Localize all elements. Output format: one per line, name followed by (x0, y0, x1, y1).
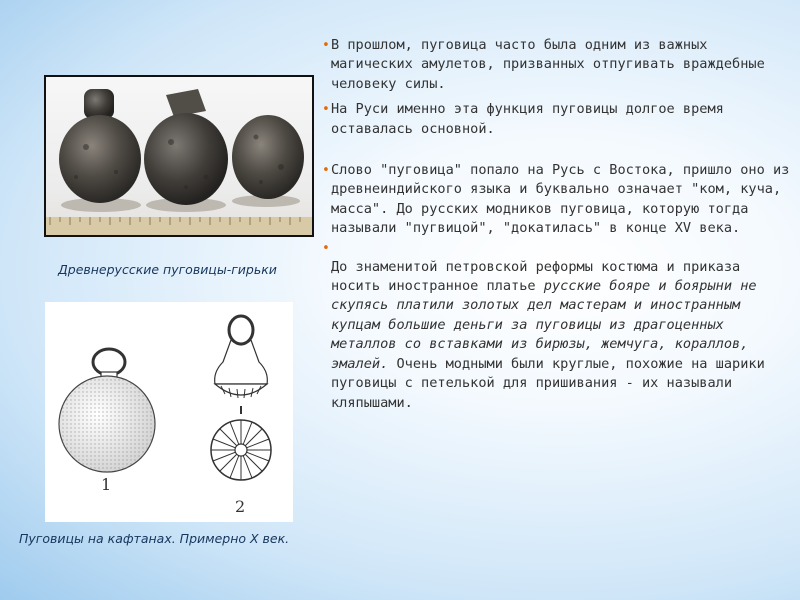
paragraph-text-italic: русские бояре и боярыни не скупясь платили золотых дел мастерам и иностранным купцам большие деньги за пуговицы из драгоценных металлов со вставками из бирюзы, жемчуга, кораллов, эмалей. (331, 278, 757, 372)
paragraph-text-plain-end: Очень модными были круглые, похожие на шарики пуговицы с петелькой для пришивания - их называли кляпышами. (331, 355, 765, 411)
bullet-icon: • (322, 163, 330, 179)
paragraph-amulets (322, 36, 792, 94)
bullet-icon: • (322, 102, 330, 118)
paragraph-text: Слово "пуговица" попало на Русь с Востока, пришло оно из древнеиндийского языка и буквально означает "ком, куча, масса". До русских модников пуговица, которую тогда называли "пугвицой", "докатилась" в конце XV века. (331, 162, 790, 237)
buttons-drawing (45, 302, 293, 522)
paragraph-petrine-reform (322, 258, 792, 413)
paragraph-text: В прошлом, пуговица часто была одним из важных магических амулетов, призванных отпугивать враждебные человеку силы. (331, 37, 765, 92)
bullet-icon: • (322, 240, 330, 256)
paragraph-word-origin (322, 161, 792, 239)
buttons-photo (44, 75, 314, 237)
paragraph-empty (322, 239, 792, 258)
photo-caption: Древнерусские пуговицы-гирьки (58, 262, 277, 277)
paragraph-text: На Руси именно эта функция пуговицы долгое время оставалась основной. (331, 101, 724, 137)
drawing-caption: Пуговицы на кафтанах. Примерно X век. (19, 531, 290, 546)
drawing-label-2: 2 (235, 497, 246, 516)
text-column (322, 36, 792, 413)
drawing-label-1: 1 (101, 475, 112, 494)
bullet-icon: • (322, 38, 330, 53)
paragraph-russia-function (322, 100, 792, 139)
paragraph-text-plain: До знаменитой петровской реформы костюма и приказа носить иностранное платье (331, 258, 741, 295)
